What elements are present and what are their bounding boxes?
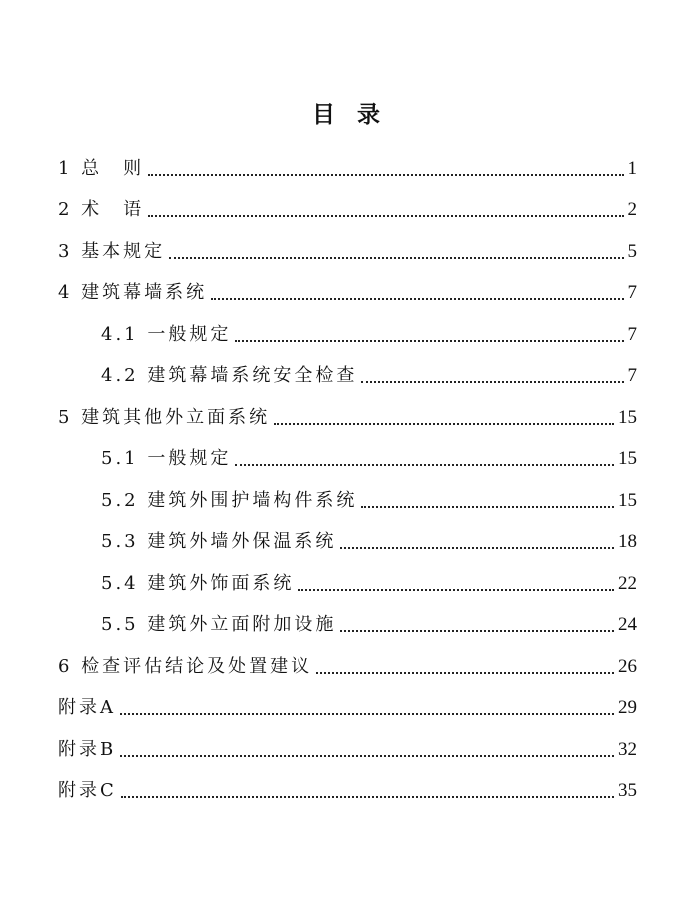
toc-entry-label: 附录B [58, 739, 117, 760]
toc-leader-dots [340, 547, 614, 549]
toc-entry-page: 1 [627, 158, 637, 179]
title-char-2: 录 [357, 102, 380, 128]
toc-leader-dots [361, 506, 614, 508]
toc-entry-page: 2 [627, 199, 637, 220]
toc-leader-dots [120, 713, 614, 715]
toc-entry-label: 5.4 建筑外饰面系统 [101, 573, 295, 594]
toc-entry-page: 29 [618, 697, 637, 718]
toc-entry-page: 7 [627, 365, 637, 386]
toc-entry-page: 32 [618, 739, 637, 760]
toc-entry[interactable] [58, 737, 637, 763]
toc-entry-page: 35 [618, 780, 637, 801]
toc-entry[interactable] [101, 363, 637, 389]
toc-leader-dots [235, 340, 623, 342]
toc-entry-page: 26 [618, 656, 637, 677]
toc-leader-dots [120, 755, 614, 757]
toc-entry-label: 4.2 建筑幕墙系统安全检查 [101, 365, 358, 386]
toc-entry[interactable] [58, 405, 637, 431]
toc-entry-label: 4 建筑幕墙系统 [58, 282, 208, 303]
toc-entry-page: 15 [618, 490, 637, 511]
toc-entry-label: 5.1 一般规定 [101, 448, 232, 469]
toc-entry[interactable] [101, 488, 637, 514]
toc-entry-label: 5.2 建筑外围护墙构件系统 [101, 490, 358, 511]
toc-leader-dots [316, 672, 614, 674]
toc-entry-label: 5 建筑其他外立面系统 [58, 407, 271, 428]
toc-leader-dots [169, 257, 623, 259]
toc-entry-page: 15 [618, 407, 637, 428]
toc-leader-dots [361, 381, 623, 383]
toc-entry[interactable] [58, 280, 637, 306]
toc-entry[interactable] [58, 156, 637, 182]
toc-entry-page: 15 [618, 448, 637, 469]
toc-entry-label: 3 基本规定 [58, 241, 166, 262]
toc-entry-label: 附录C [58, 780, 117, 801]
toc-leader-dots [298, 589, 614, 591]
toc-entry-label: 4.1 一般规定 [101, 324, 232, 345]
toc-entry-page: 24 [618, 614, 637, 635]
toc-leader-dots [211, 298, 623, 300]
toc-entry-label: 6 检查评估结论及处置建议 [58, 656, 313, 677]
toc-entry[interactable] [58, 239, 637, 265]
toc-entry[interactable] [101, 612, 637, 638]
toc-leader-dots [274, 423, 614, 425]
title-char-1: 目 [312, 102, 335, 128]
toc-entry[interactable] [58, 695, 637, 721]
toc-entry-label: 附录A [58, 697, 116, 718]
toc-entry[interactable] [58, 654, 637, 680]
toc-leader-dots [121, 796, 614, 798]
toc-entry-label: 5.5 建筑外立面附加设施 [101, 614, 337, 635]
toc-entry-page: 5 [627, 241, 637, 262]
toc-entry-label: 1 总 则 [58, 158, 145, 179]
toc-entry-label: 2 术 语 [58, 199, 145, 220]
toc-entry-page: 22 [618, 573, 637, 594]
toc-entry-page: 7 [627, 324, 637, 345]
toc-entry[interactable] [101, 571, 637, 597]
toc-leader-dots [148, 215, 623, 217]
toc-leader-dots [148, 174, 623, 176]
toc-entry[interactable] [101, 322, 637, 348]
toc-entry[interactable] [58, 197, 637, 223]
toc-entry[interactable] [101, 529, 637, 555]
toc-leader-dots [235, 464, 614, 466]
toc-entry-page: 18 [618, 531, 637, 552]
toc-entry-label: 5.3 建筑外墙外保温系统 [101, 531, 337, 552]
toc-entry[interactable] [58, 778, 637, 804]
toc-leader-dots [340, 630, 614, 632]
toc-entry-page: 7 [627, 282, 637, 303]
toc-entry[interactable] [101, 446, 637, 472]
